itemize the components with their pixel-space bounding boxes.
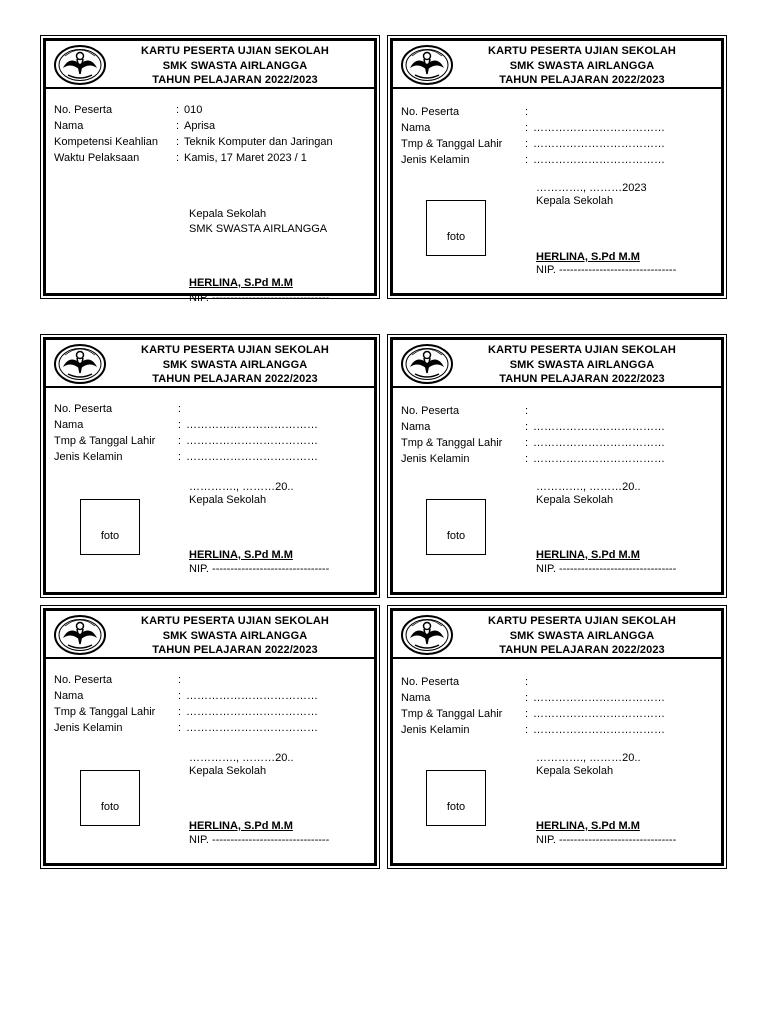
photo-placeholder: foto xyxy=(426,770,486,826)
field-value: Aprisa xyxy=(184,120,216,132)
tut-wuri-handayani-logo-icon xyxy=(53,44,107,86)
academic-year: TAHUN PELAJARAN 2022/2023 xyxy=(499,644,665,656)
field-row xyxy=(401,674,719,690)
field-colon: : xyxy=(525,708,529,720)
field-colon: : xyxy=(525,453,529,465)
card-title: KARTU PESERTA UJIAN SEKOLAH xyxy=(141,344,329,356)
field-colon: : xyxy=(525,122,529,134)
signature-title: Kepala Sekolah xyxy=(536,494,614,506)
photo-placeholder: foto xyxy=(426,499,486,555)
card-title: KARTU PESERTA UJIAN SEKOLAH xyxy=(141,45,329,57)
field-row xyxy=(54,449,372,465)
card-header xyxy=(393,340,721,388)
photo-placeholder: foto xyxy=(80,770,140,826)
principal-nip: NIP. -------------------------------- xyxy=(189,834,330,846)
principal-nip: NIP. -------------------------------- xyxy=(189,292,330,304)
tut-wuri-handayani-logo-icon xyxy=(400,343,454,385)
signature-date: …………., ………2023 xyxy=(536,182,647,194)
field-row xyxy=(54,118,372,134)
exam-card-2 xyxy=(390,38,724,296)
field-label: Nama xyxy=(401,692,431,704)
field-value: ……………………………… xyxy=(533,122,665,134)
field-value: ……………………………… xyxy=(186,451,318,463)
academic-year: TAHUN PELAJARAN 2022/2023 xyxy=(499,74,665,86)
card-fields xyxy=(401,104,719,168)
principal-nip: NIP. -------------------------------- xyxy=(189,563,330,575)
field-row xyxy=(54,720,372,736)
principal-name: HERLINA, S.Pd M.M xyxy=(189,820,293,832)
exam-card-4 xyxy=(390,337,724,595)
photo-placeholder: foto xyxy=(426,200,486,256)
field-label: No. Peserta xyxy=(54,674,113,686)
field-label: No. Peserta xyxy=(54,403,113,415)
field-colon: : xyxy=(525,421,529,433)
academic-year: TAHUN PELAJARAN 2022/2023 xyxy=(152,644,318,656)
field-row xyxy=(401,120,719,136)
field-colon: : xyxy=(525,405,529,417)
card-fields xyxy=(401,403,719,467)
card-fields xyxy=(54,672,372,736)
field-row xyxy=(54,417,372,433)
field-label: Tmp & Tanggal Lahir xyxy=(54,706,156,718)
signature-date: …………., ………20.. xyxy=(536,481,641,493)
field-row xyxy=(401,403,719,419)
card-fields xyxy=(54,401,372,465)
field-label: No. Peserta xyxy=(401,405,460,417)
academic-year: TAHUN PELAJARAN 2022/2023 xyxy=(499,373,665,385)
principal-nip: NIP. -------------------------------- xyxy=(536,834,677,846)
school-name: SMK SWASTA AIRLANGGA xyxy=(509,59,655,72)
field-row xyxy=(54,401,372,417)
exam-card-3 xyxy=(43,337,377,595)
field-colon: : xyxy=(525,692,529,704)
field-colon: : xyxy=(178,690,182,702)
signature-date: …………., ………20.. xyxy=(189,481,294,493)
principal-name: HERLINA, S.Pd M.M xyxy=(536,549,640,561)
field-value: ……………………………… xyxy=(533,421,665,433)
card-header xyxy=(393,611,721,659)
school-name: SMK SWASTA AIRLANGGA xyxy=(509,629,655,642)
tut-wuri-handayani-logo-icon xyxy=(53,614,107,656)
field-colon: : xyxy=(178,403,182,415)
field-row xyxy=(54,102,372,118)
field-colon: : xyxy=(178,435,182,447)
field-row xyxy=(54,134,372,150)
signature-title: Kepala Sekolah xyxy=(189,494,267,506)
field-label: Jenis Kelamin xyxy=(401,724,470,736)
card-fields xyxy=(54,102,372,166)
card-header xyxy=(46,611,374,659)
card-title: KARTU PESERTA UJIAN SEKOLAH xyxy=(141,615,329,627)
field-row xyxy=(401,136,719,152)
field-label: Waktu Pelaksaan xyxy=(54,152,140,164)
principal-name: HERLINA, S.Pd M.M xyxy=(536,251,640,263)
field-row xyxy=(401,419,719,435)
tut-wuri-handayani-logo-icon xyxy=(53,343,107,385)
school-name: SMK SWASTA AIRLANGGA xyxy=(162,59,308,72)
field-value: 010 xyxy=(184,104,203,116)
field-label: Tmp & Tanggal Lahir xyxy=(54,435,156,447)
field-colon: : xyxy=(525,676,529,688)
field-colon: : xyxy=(178,674,182,686)
field-colon: : xyxy=(525,724,529,736)
field-label: Tmp & Tanggal Lahir xyxy=(401,708,503,720)
exam-card-1 xyxy=(43,38,377,304)
signature-date: …………., ………20.. xyxy=(189,752,294,764)
school-name: SMK SWASTA AIRLANGGA xyxy=(162,629,308,642)
principal-name: HERLINA, S.Pd M.M xyxy=(189,549,293,561)
card-fields xyxy=(401,674,719,738)
academic-year: TAHUN PELAJARAN 2022/2023 xyxy=(152,74,318,86)
field-value: ……………………………… xyxy=(533,708,665,720)
field-label: Nama xyxy=(54,419,84,431)
field-label: Nama xyxy=(54,690,84,702)
card-header xyxy=(46,41,374,89)
signature-date: …………., ………20.. xyxy=(536,752,641,764)
field-colon: : xyxy=(176,120,180,132)
field-value: ……………………………… xyxy=(533,453,665,465)
field-label: Jenis Kelamin xyxy=(401,154,470,166)
field-label: Jenis Kelamin xyxy=(54,451,123,463)
field-value: ……………………………… xyxy=(186,706,318,718)
principal-name: HERLINA, S.Pd M.M xyxy=(536,820,640,832)
field-row xyxy=(401,435,719,451)
principal-name: HERLINA, S.Pd M.M xyxy=(189,277,293,289)
card-title: KARTU PESERTA UJIAN SEKOLAH xyxy=(488,615,676,627)
field-row xyxy=(54,704,372,720)
field-value: ……………………………… xyxy=(533,724,665,736)
exam-card-6 xyxy=(390,608,724,866)
field-label: No. Peserta xyxy=(401,106,460,118)
field-colon: : xyxy=(176,104,180,116)
field-label: No. Peserta xyxy=(54,104,113,116)
field-colon: : xyxy=(525,437,529,449)
field-colon: : xyxy=(525,154,529,166)
field-row xyxy=(401,706,719,722)
field-label: No. Peserta xyxy=(401,676,460,688)
signature-title: Kepala Sekolah xyxy=(536,195,614,207)
field-label: Tmp & Tanggal Lahir xyxy=(401,138,503,150)
field-label: Tmp & Tanggal Lahir xyxy=(401,437,503,449)
signature-title: Kepala Sekolah xyxy=(189,208,267,220)
field-value: Kamis, 17 Maret 2023 / 1 xyxy=(184,152,307,164)
field-label: Nama xyxy=(54,120,84,132)
field-row xyxy=(401,152,719,168)
principal-nip: NIP. -------------------------------- xyxy=(536,563,677,575)
field-value: ……………………………… xyxy=(186,690,318,702)
principal-nip: NIP. -------------------------------- xyxy=(536,264,677,276)
field-colon: : xyxy=(178,419,182,431)
field-colon: : xyxy=(176,152,180,164)
card-title: KARTU PESERTA UJIAN SEKOLAH xyxy=(488,45,676,57)
field-row xyxy=(54,688,372,704)
field-label: Nama xyxy=(401,421,431,433)
field-value: ……………………………… xyxy=(533,154,665,166)
field-value: ……………………………… xyxy=(533,437,665,449)
field-value: Teknik Komputer dan Jaringan xyxy=(184,136,333,148)
field-row xyxy=(54,672,372,688)
field-colon: : xyxy=(525,106,529,118)
field-row xyxy=(401,722,719,738)
field-label: Jenis Kelamin xyxy=(401,453,470,465)
photo-placeholder: foto xyxy=(80,499,140,555)
card-header xyxy=(46,340,374,388)
field-colon: : xyxy=(178,451,182,463)
school-name: SMK SWASTA AIRLANGGA xyxy=(162,358,308,371)
field-value: ……………………………… xyxy=(186,435,318,447)
field-row xyxy=(54,150,372,166)
field-row xyxy=(54,433,372,449)
field-row xyxy=(401,690,719,706)
field-value: ……………………………… xyxy=(186,722,318,734)
field-label: Nama xyxy=(401,122,431,134)
signature-school: SMK SWASTA AIRLANGGA xyxy=(189,223,328,235)
school-name: SMK SWASTA AIRLANGGA xyxy=(509,358,655,371)
card-header xyxy=(393,41,721,89)
card-title: KARTU PESERTA UJIAN SEKOLAH xyxy=(488,344,676,356)
field-row xyxy=(401,451,719,467)
exam-card-5 xyxy=(43,608,377,866)
field-row xyxy=(401,104,719,120)
signature-title: Kepala Sekolah xyxy=(536,765,614,777)
tut-wuri-handayani-logo-icon xyxy=(400,614,454,656)
field-value: ……………………………… xyxy=(533,692,665,704)
field-value: ……………………………… xyxy=(186,419,318,431)
field-colon: : xyxy=(178,722,182,734)
field-label: Kompetensi Keahlian xyxy=(54,136,158,148)
signature-title: Kepala Sekolah xyxy=(189,765,267,777)
field-colon: : xyxy=(525,138,529,150)
field-colon: : xyxy=(178,706,182,718)
field-value: ……………………………… xyxy=(533,138,665,150)
tut-wuri-handayani-logo-icon xyxy=(400,44,454,86)
field-label: Jenis Kelamin xyxy=(54,722,123,734)
academic-year: TAHUN PELAJARAN 2022/2023 xyxy=(152,373,318,385)
field-colon: : xyxy=(176,136,180,148)
